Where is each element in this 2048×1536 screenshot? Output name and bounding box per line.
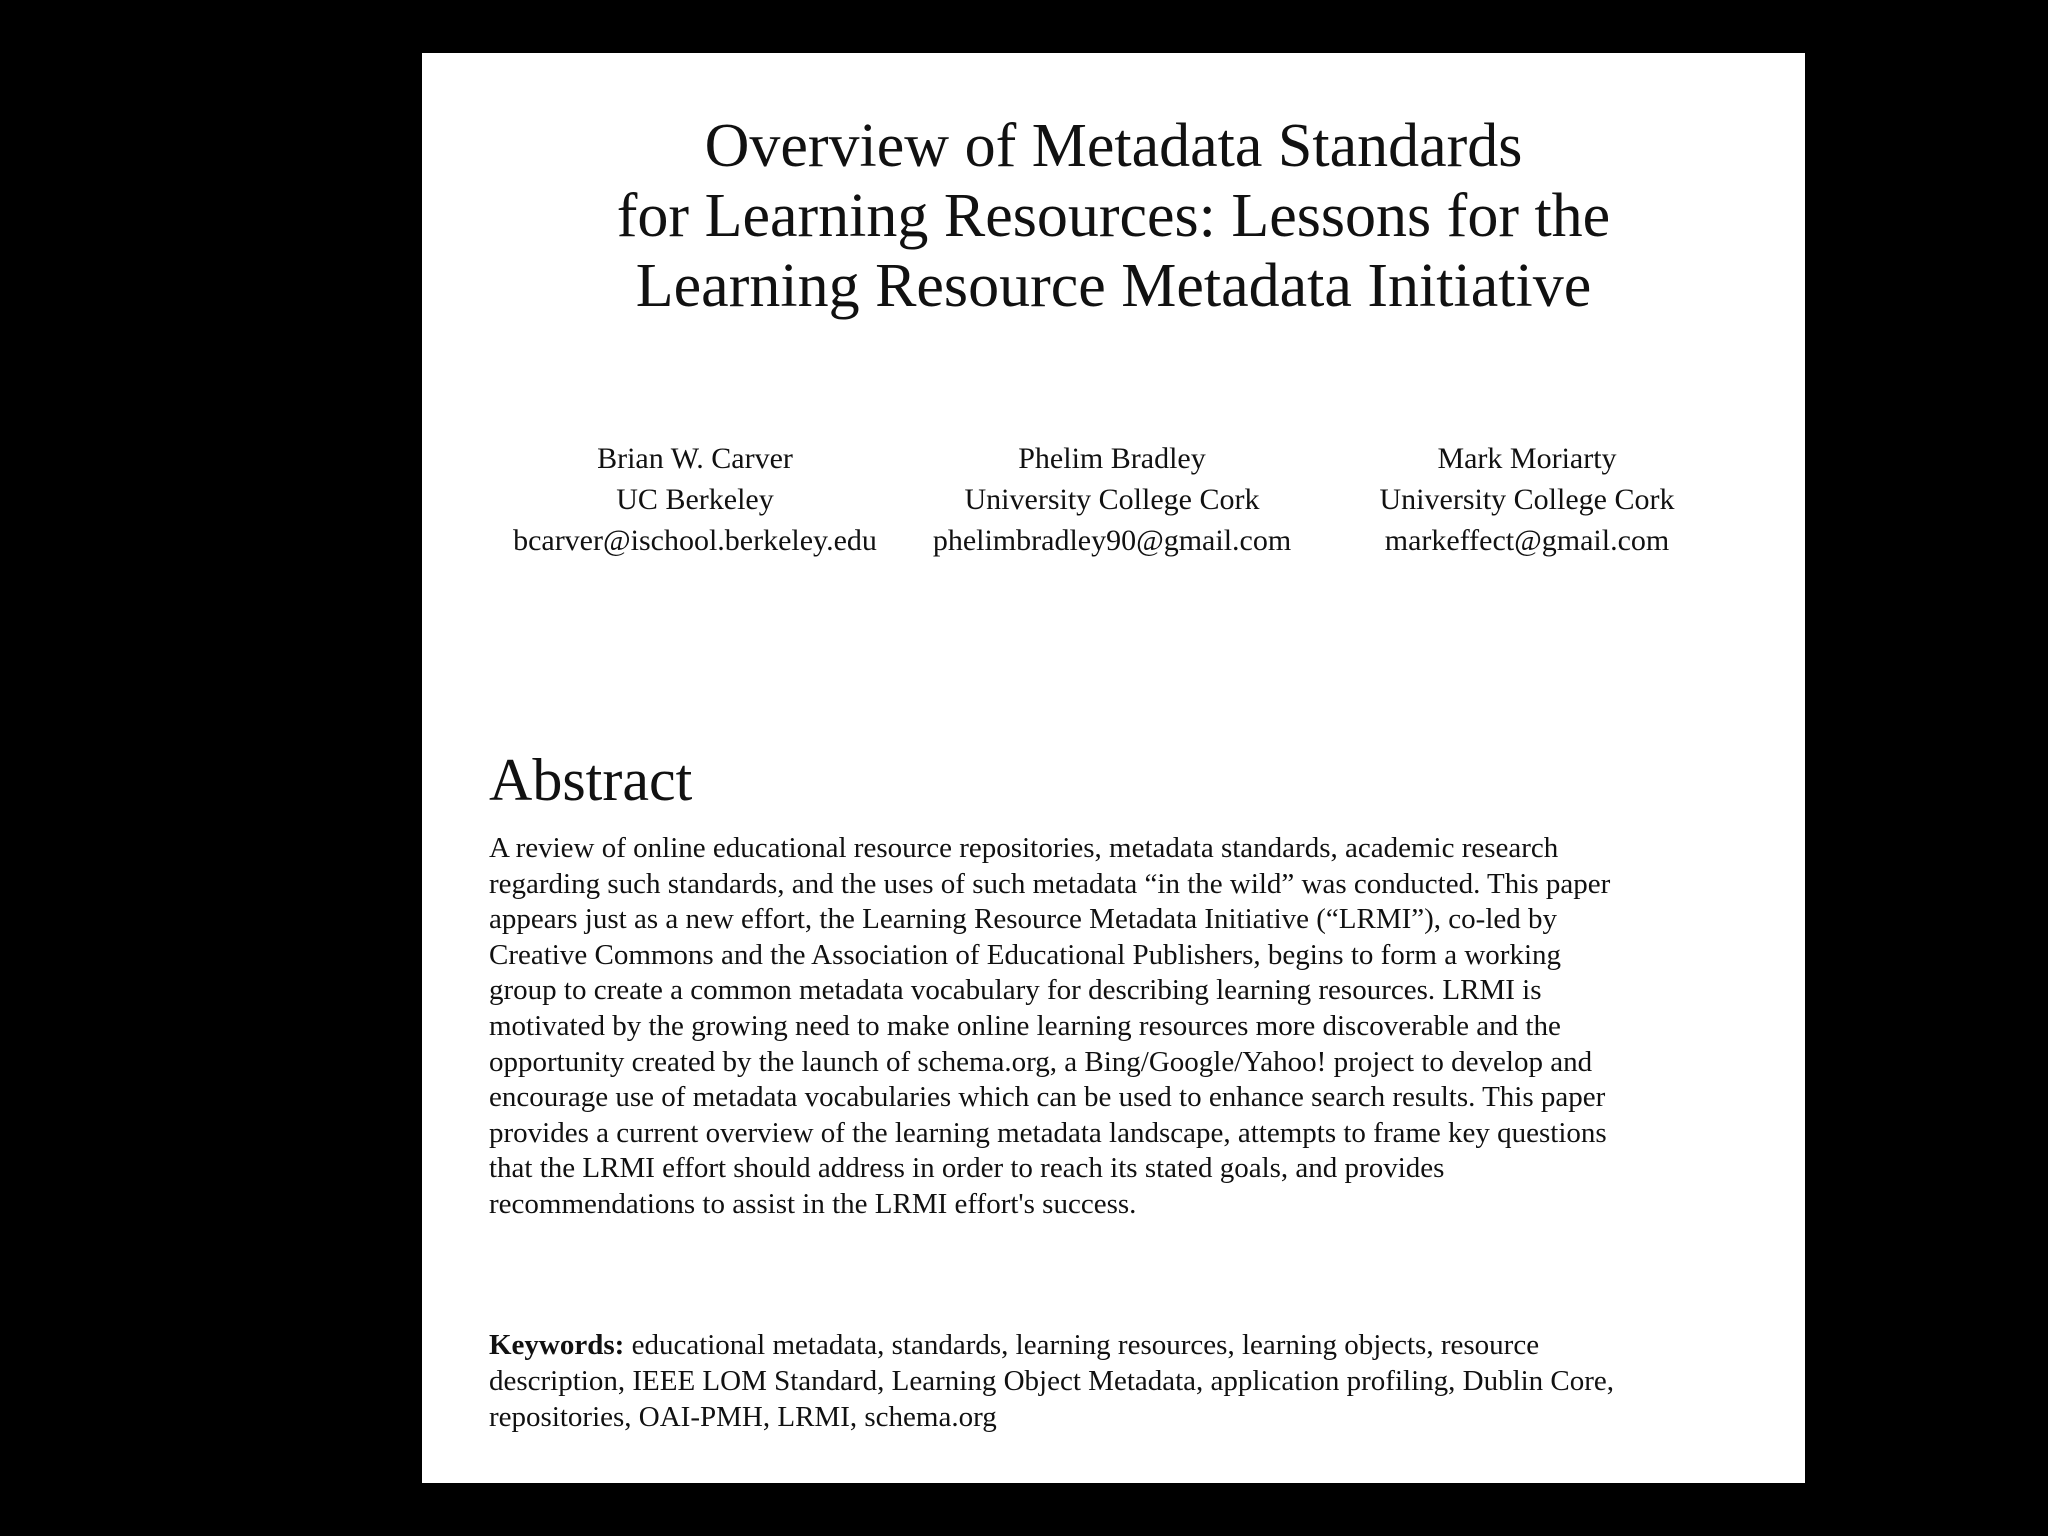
abstract-line: provides a current overview of the learning metadata landscape, attempts to frame key questions — [489, 1116, 1607, 1149]
title-line: Overview of Metadata Standards — [704, 112, 1523, 180]
paper-page — [422, 53, 1805, 1483]
author-email: phelimbradley90@gmail.com — [932, 524, 1292, 557]
author-affiliation: University College Cork — [964, 483, 1260, 516]
keywords-line: description, IEEE LOM Standard, Learning Object Metadata, application profiling, Dublin Core, — [489, 1365, 1615, 1397]
abstract-body — [489, 831, 1749, 1223]
author-email: markeffect@gmail.com — [1384, 524, 1670, 557]
abstract-line: Creative Commons and the Association of Educational Publishers, begins to form a working — [489, 938, 1562, 971]
keywords-text: educational metadata, standards, learning resources, learning objects, resource — [624, 1329, 1540, 1361]
title-line: for Learning Resources: Lessons for the — [616, 182, 1611, 250]
paper-title — [422, 111, 1805, 321]
abstract-line: encourage use of metadata vocabularies which can be used to enhance search results. This paper — [489, 1081, 1606, 1114]
author-block — [1317, 438, 1737, 561]
keywords-line — [489, 1327, 1759, 1363]
keywords-label: Keywords: — [489, 1329, 625, 1361]
keywords-line: repositories, OAI-PMH, LRMI, schema.org — [489, 1401, 997, 1433]
author-block — [902, 438, 1322, 561]
abstract-line: that the LRMI effort should address in order to reach its stated goals, and provides — [489, 1152, 1445, 1185]
author-name: Mark Moriarty — [1437, 442, 1617, 475]
abstract-line: opportunity created by the launch of schema.org, a Bing/Google/Yahoo! project to develop and — [489, 1045, 1593, 1078]
author-block — [485, 438, 905, 561]
abstract-line: group to create a common metadata vocabulary for describing learning resources. LRMI is — [489, 974, 1542, 1007]
keywords-section — [489, 1327, 1759, 1435]
author-affiliation: UC Berkeley — [616, 483, 774, 516]
abstract-line: regarding such standards, and the uses of such metadata “in the wild” was conducted. This paper — [489, 867, 1611, 900]
abstract-line: appears just as a new effort, the Learning Resource Metadata Initiative (“LRMI”), co-led by — [489, 903, 1558, 936]
abstract-line: motivated by the growing need to make online learning resources more discoverable and the — [489, 1009, 1561, 1042]
abstract-line: A review of online educational resource repositories, metadata standards, academic research — [489, 832, 1559, 864]
title-line: Learning Resource Metadata Initiative — [635, 252, 1592, 320]
author-name: Brian W. Carver — [597, 442, 793, 475]
author-email: bcarver@ischool.berkeley.edu — [513, 524, 877, 557]
author-affiliation: University College Cork — [1379, 483, 1675, 516]
abstract-line: recommendations to assist in the LRMI effort's success. — [489, 1187, 1137, 1220]
abstract-heading: Abstract — [489, 747, 693, 813]
author-name: Phelim Bradley — [1018, 442, 1206, 475]
